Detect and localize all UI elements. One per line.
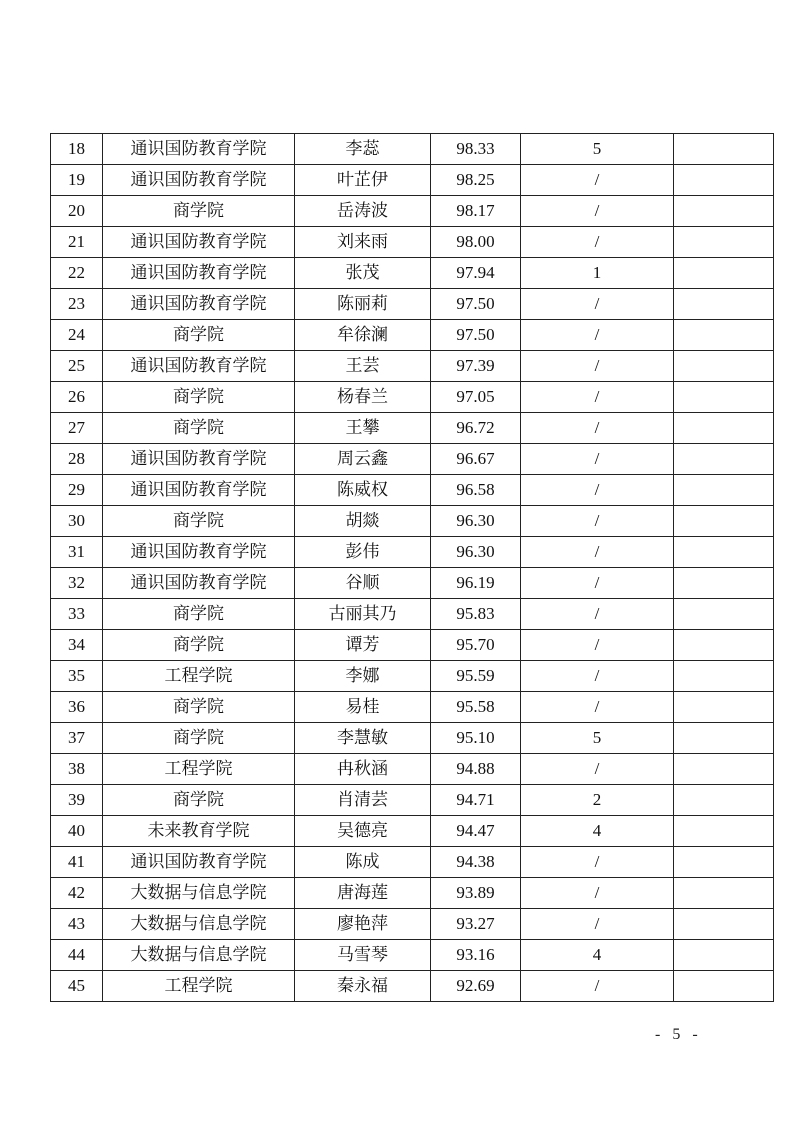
extra-points-cell: 5 (521, 134, 674, 165)
score-cell: 94.47 (431, 816, 521, 847)
college-cell: 通识国防教育学院 (103, 475, 295, 506)
table-row (51, 692, 774, 723)
row-number-cell: 20 (51, 196, 103, 227)
note-cell (674, 537, 774, 568)
page-number: - 5 - (655, 1026, 702, 1043)
table-row (51, 878, 774, 909)
note-cell (674, 909, 774, 940)
extra-points-cell: / (521, 413, 674, 444)
table-row (51, 816, 774, 847)
table-row (51, 134, 774, 165)
score-cell: 96.19 (431, 568, 521, 599)
extra-points-cell: 5 (521, 723, 674, 754)
college-cell: 通识国防教育学院 (103, 134, 295, 165)
college-cell: 商学院 (103, 723, 295, 754)
score-cell: 97.39 (431, 351, 521, 382)
note-cell (674, 227, 774, 258)
note-cell (674, 134, 774, 165)
college-cell: 大数据与信息学院 (103, 940, 295, 971)
college-cell: 通识国防教育学院 (103, 847, 295, 878)
score-cell: 98.00 (431, 227, 521, 258)
table-row (51, 661, 774, 692)
table-row (51, 196, 774, 227)
extra-points-cell: / (521, 475, 674, 506)
extra-points-cell: / (521, 754, 674, 785)
student-name-cell: 谷顺 (295, 568, 431, 599)
row-number-cell: 35 (51, 661, 103, 692)
college-cell: 通识国防教育学院 (103, 289, 295, 320)
student-name-cell: 秦永福 (295, 971, 431, 1002)
student-name-cell: 彭伟 (295, 537, 431, 568)
note-cell (674, 661, 774, 692)
college-cell: 通识国防教育学院 (103, 165, 295, 196)
note-cell (674, 289, 774, 320)
college-cell: 工程学院 (103, 971, 295, 1002)
note-cell (674, 413, 774, 444)
college-cell: 工程学院 (103, 661, 295, 692)
table-row (51, 506, 774, 537)
row-number-cell: 30 (51, 506, 103, 537)
note-cell (674, 320, 774, 351)
note-cell (674, 816, 774, 847)
student-name-cell: 周云鑫 (295, 444, 431, 475)
score-cell: 97.50 (431, 320, 521, 351)
extra-points-cell: / (521, 289, 674, 320)
student-name-cell: 马雪琴 (295, 940, 431, 971)
note-cell (674, 165, 774, 196)
note-cell (674, 971, 774, 1002)
college-cell: 大数据与信息学院 (103, 909, 295, 940)
table-row (51, 971, 774, 1002)
row-number-cell: 24 (51, 320, 103, 351)
score-cell: 95.83 (431, 599, 521, 630)
table-row (51, 413, 774, 444)
score-cell: 96.72 (431, 413, 521, 444)
row-number-cell: 23 (51, 289, 103, 320)
college-cell: 通识国防教育学院 (103, 444, 295, 475)
score-cell: 98.17 (431, 196, 521, 227)
student-name-cell: 唐海莲 (295, 878, 431, 909)
college-cell: 商学院 (103, 382, 295, 413)
score-cell: 95.10 (431, 723, 521, 754)
student-name-cell: 王芸 (295, 351, 431, 382)
table-row (51, 599, 774, 630)
table-row (51, 723, 774, 754)
row-number-cell: 31 (51, 537, 103, 568)
row-number-cell: 44 (51, 940, 103, 971)
score-cell: 93.89 (431, 878, 521, 909)
table-row (51, 382, 774, 413)
student-name-cell: 李蕊 (295, 134, 431, 165)
note-cell (674, 599, 774, 630)
college-cell: 通识国防教育学院 (103, 351, 295, 382)
college-cell: 商学院 (103, 599, 295, 630)
student-name-cell: 谭芳 (295, 630, 431, 661)
score-cell: 95.70 (431, 630, 521, 661)
student-name-cell: 杨春兰 (295, 382, 431, 413)
college-cell: 商学院 (103, 692, 295, 723)
row-number-cell: 29 (51, 475, 103, 506)
score-cell: 98.33 (431, 134, 521, 165)
score-cell: 97.05 (431, 382, 521, 413)
table-row (51, 754, 774, 785)
score-cell: 98.25 (431, 165, 521, 196)
note-cell (674, 382, 774, 413)
table-row (51, 630, 774, 661)
extra-points-cell: 1 (521, 258, 674, 289)
extra-points-cell: / (521, 661, 674, 692)
table-row (51, 475, 774, 506)
row-number-cell: 42 (51, 878, 103, 909)
note-cell (674, 258, 774, 289)
college-cell: 商学院 (103, 320, 295, 351)
score-cell: 94.38 (431, 847, 521, 878)
score-cell: 96.58 (431, 475, 521, 506)
extra-points-cell: / (521, 692, 674, 723)
row-number-cell: 36 (51, 692, 103, 723)
table-row (51, 909, 774, 940)
score-cell: 93.27 (431, 909, 521, 940)
table-row (51, 847, 774, 878)
extra-points-cell: 2 (521, 785, 674, 816)
student-name-cell: 李慧敏 (295, 723, 431, 754)
college-cell: 工程学院 (103, 754, 295, 785)
note-cell (674, 723, 774, 754)
note-cell (674, 351, 774, 382)
row-number-cell: 38 (51, 754, 103, 785)
student-name-cell: 李娜 (295, 661, 431, 692)
table-row (51, 165, 774, 196)
extra-points-cell: / (521, 351, 674, 382)
note-cell (674, 568, 774, 599)
student-name-cell: 易桂 (295, 692, 431, 723)
student-name-cell: 陈丽莉 (295, 289, 431, 320)
student-name-cell: 吴德亮 (295, 816, 431, 847)
extra-points-cell: 4 (521, 940, 674, 971)
score-cell: 93.16 (431, 940, 521, 971)
row-number-cell: 22 (51, 258, 103, 289)
student-name-cell: 张茂 (295, 258, 431, 289)
college-cell: 商学院 (103, 413, 295, 444)
extra-points-cell: / (521, 599, 674, 630)
extra-points-cell: / (521, 506, 674, 537)
table-row (51, 537, 774, 568)
extra-points-cell: 4 (521, 816, 674, 847)
row-number-cell: 37 (51, 723, 103, 754)
college-cell: 商学院 (103, 196, 295, 227)
extra-points-cell: / (521, 320, 674, 351)
extra-points-cell: / (521, 165, 674, 196)
score-cell: 97.94 (431, 258, 521, 289)
student-name-cell: 陈成 (295, 847, 431, 878)
note-cell (674, 754, 774, 785)
row-number-cell: 45 (51, 971, 103, 1002)
score-cell: 96.67 (431, 444, 521, 475)
score-cell: 92.69 (431, 971, 521, 1002)
row-number-cell: 39 (51, 785, 103, 816)
row-number-cell: 32 (51, 568, 103, 599)
row-number-cell: 33 (51, 599, 103, 630)
student-name-cell: 陈威权 (295, 475, 431, 506)
extra-points-cell: / (521, 568, 674, 599)
table-row (51, 568, 774, 599)
row-number-cell: 34 (51, 630, 103, 661)
note-cell (674, 940, 774, 971)
student-name-cell: 叶芷伊 (295, 165, 431, 196)
extra-points-cell: / (521, 227, 674, 258)
row-number-cell: 18 (51, 134, 103, 165)
score-cell: 96.30 (431, 537, 521, 568)
table-row (51, 320, 774, 351)
row-number-cell: 19 (51, 165, 103, 196)
student-name-cell: 廖艳萍 (295, 909, 431, 940)
score-cell: 95.58 (431, 692, 521, 723)
table-row (51, 444, 774, 475)
college-cell: 通识国防教育学院 (103, 568, 295, 599)
student-name-cell: 王攀 (295, 413, 431, 444)
extra-points-cell: / (521, 382, 674, 413)
score-cell: 94.71 (431, 785, 521, 816)
extra-points-cell: / (521, 909, 674, 940)
note-cell (674, 506, 774, 537)
note-cell (674, 692, 774, 723)
college-cell: 未来教育学院 (103, 816, 295, 847)
college-cell: 商学院 (103, 785, 295, 816)
college-cell: 通识国防教育学院 (103, 537, 295, 568)
extra-points-cell: / (521, 537, 674, 568)
note-cell (674, 196, 774, 227)
row-number-cell: 27 (51, 413, 103, 444)
table-row (51, 785, 774, 816)
table-row (51, 258, 774, 289)
student-name-cell: 牟徐澜 (295, 320, 431, 351)
note-cell (674, 630, 774, 661)
table-row (51, 940, 774, 971)
college-cell: 通识国防教育学院 (103, 258, 295, 289)
student-name-cell: 胡燚 (295, 506, 431, 537)
score-cell: 95.59 (431, 661, 521, 692)
student-name-cell: 古丽其乃 (295, 599, 431, 630)
row-number-cell: 40 (51, 816, 103, 847)
student-name-cell: 岳涛波 (295, 196, 431, 227)
row-number-cell: 41 (51, 847, 103, 878)
note-cell (674, 785, 774, 816)
extra-points-cell: / (521, 196, 674, 227)
table-row (51, 227, 774, 258)
college-cell: 商学院 (103, 630, 295, 661)
student-name-cell: 肖清芸 (295, 785, 431, 816)
score-cell: 96.30 (431, 506, 521, 537)
extra-points-cell: / (521, 847, 674, 878)
note-cell (674, 444, 774, 475)
college-cell: 大数据与信息学院 (103, 878, 295, 909)
note-cell (674, 878, 774, 909)
college-cell: 通识国防教育学院 (103, 227, 295, 258)
college-cell: 商学院 (103, 506, 295, 537)
note-cell (674, 475, 774, 506)
row-number-cell: 26 (51, 382, 103, 413)
extra-points-cell: / (521, 444, 674, 475)
results-table (50, 133, 774, 1002)
table-row (51, 351, 774, 382)
table-body (51, 134, 774, 1002)
extra-points-cell: / (521, 971, 674, 1002)
extra-points-cell: / (521, 630, 674, 661)
row-number-cell: 28 (51, 444, 103, 475)
score-cell: 97.50 (431, 289, 521, 320)
score-cell: 94.88 (431, 754, 521, 785)
student-name-cell: 冉秋涵 (295, 754, 431, 785)
row-number-cell: 21 (51, 227, 103, 258)
note-cell (674, 847, 774, 878)
table-row (51, 289, 774, 320)
row-number-cell: 43 (51, 909, 103, 940)
extra-points-cell: / (521, 878, 674, 909)
student-name-cell: 刘来雨 (295, 227, 431, 258)
row-number-cell: 25 (51, 351, 103, 382)
